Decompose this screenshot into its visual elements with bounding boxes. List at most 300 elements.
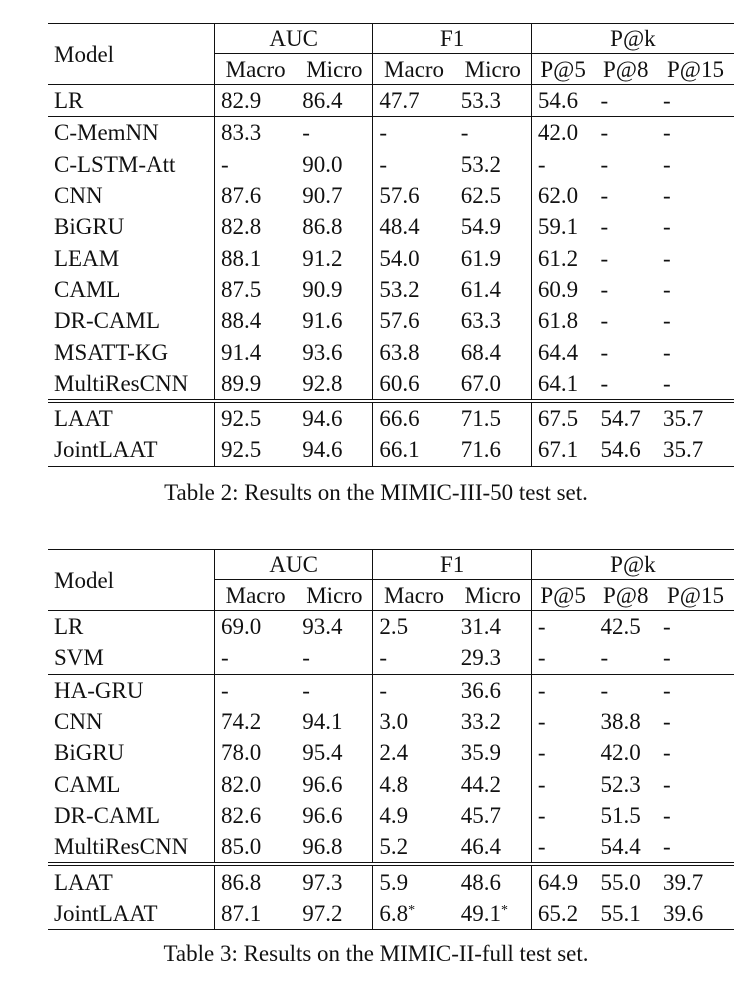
- metric-value: 95.4: [302, 740, 343, 766]
- metric-value: 53.2: [460, 151, 501, 177]
- metric-value: 68.4: [460, 339, 501, 365]
- metric-value: 82.8: [221, 214, 262, 240]
- metric-value: 89.9: [221, 370, 262, 396]
- metric-value: 94.1: [302, 709, 343, 735]
- metric-cell: [455, 434, 532, 466]
- metric-value: 54.0: [379, 245, 420, 271]
- table-row: [48, 898, 734, 930]
- table-row: [48, 180, 734, 211]
- metric-cell: [296, 242, 373, 273]
- metric-cell: [296, 211, 373, 242]
- metric-value: 90.9: [302, 276, 343, 302]
- metric-cell: [531, 85, 594, 117]
- metric-cell: [215, 674, 297, 706]
- metric-cell: [215, 864, 297, 897]
- metric-value: 48.6: [460, 869, 501, 895]
- metric-cell: [215, 768, 297, 799]
- metric-cell: [215, 211, 297, 242]
- metric-value: 4.9: [379, 802, 409, 828]
- metric-value: -: [379, 120, 388, 146]
- metric-value: 94.6: [302, 437, 343, 463]
- metric-cell: [531, 211, 594, 242]
- metric-value: 33.2: [460, 709, 501, 735]
- metric-cell: [531, 180, 594, 211]
- metric-cell: [296, 368, 373, 401]
- metric-cell: [373, 149, 455, 180]
- header-auc-micro: Micro: [296, 54, 373, 85]
- model-name-cell: LEAM: [54, 245, 120, 271]
- metric-value: 90.0: [302, 151, 343, 177]
- metric-value: 53.3: [460, 88, 501, 114]
- metric-cell: [657, 800, 734, 831]
- metric-value: -: [460, 120, 469, 146]
- metric-value: 54.4: [600, 834, 641, 860]
- metric-value: 92.5: [221, 437, 262, 463]
- metric-value: 35.7: [662, 406, 704, 432]
- model-name-cell: DR-CAML: [54, 802, 161, 828]
- metric-value: 5.9: [379, 869, 409, 895]
- metric-value: 88.4: [221, 308, 262, 334]
- metric-cell: [296, 117, 373, 149]
- metric-value: 54.6: [600, 437, 641, 463]
- metric-value: -: [662, 245, 671, 271]
- model-name-cell: BiGRU: [54, 740, 125, 766]
- model-name-cell: JointLAAT: [48, 434, 215, 466]
- metric-cell: [657, 674, 734, 706]
- metric-value: 82.9: [221, 88, 262, 114]
- header-p15: P@15: [657, 54, 734, 85]
- metric-cell: [531, 706, 594, 737]
- metric-value: -: [662, 370, 671, 396]
- metric-cell: [657, 434, 734, 466]
- model-name-cell: CAML: [54, 771, 121, 797]
- metric-value: 64.9: [537, 869, 579, 895]
- metric-value: 71.6: [460, 437, 501, 463]
- metric-cell: [455, 674, 532, 706]
- metric-value: 66.6: [379, 406, 420, 432]
- metric-value: 83.3: [221, 120, 262, 146]
- model-name-cell: LR: [54, 88, 84, 114]
- metric-value: -: [537, 645, 546, 671]
- metric-cell: [296, 642, 373, 674]
- metric-value: -: [662, 183, 671, 209]
- metric-value: 29.3: [460, 645, 501, 671]
- metric-cell: [296, 180, 373, 211]
- metric-value: 96.6: [302, 802, 343, 828]
- metric-value: -: [600, 370, 609, 396]
- table-row: [48, 117, 734, 149]
- model-name-cell: SVM: [54, 645, 104, 671]
- metric-value: 45.7: [460, 802, 501, 828]
- metric-value: -: [600, 183, 609, 209]
- metric-cell: [296, 274, 373, 305]
- metric-value: 54.9: [460, 214, 501, 240]
- metric-value: -: [600, 645, 609, 671]
- metric-value: -: [662, 614, 671, 640]
- metric-cell: [455, 305, 532, 336]
- metric-cell: [373, 305, 455, 336]
- metric-value: -: [379, 645, 388, 671]
- model-name-cell: CAML: [54, 276, 121, 302]
- metric-value: -: [662, 740, 671, 766]
- metric-cell: [594, 149, 656, 180]
- metric-cell: [373, 401, 455, 434]
- metric-cell: [657, 305, 734, 336]
- metric-cell: [373, 180, 455, 211]
- metric-value: -: [302, 677, 310, 703]
- metric-value: -: [662, 834, 671, 860]
- table-row: [48, 864, 734, 897]
- metric-value: -: [662, 151, 671, 177]
- table-caption: Table 2: Results on the MIMIC-III-50 test set.: [164, 480, 588, 505]
- metric-value: 66.1: [379, 437, 420, 463]
- metric-value: -: [662, 802, 671, 828]
- metric-cell: [373, 831, 455, 864]
- metric-value: -: [600, 214, 609, 240]
- metric-value: -: [600, 151, 609, 177]
- metric-value: 87.5: [221, 276, 262, 302]
- metric-value: 35.9: [460, 740, 501, 766]
- metric-value: 63.3: [460, 308, 501, 334]
- metric-value: -: [662, 677, 671, 703]
- metric-value: 62.5: [460, 183, 501, 209]
- metric-cell: [215, 117, 297, 149]
- metric-cell: [215, 898, 297, 930]
- metric-cell: [657, 831, 734, 864]
- metric-value: 42.5: [600, 614, 641, 640]
- metric-value: 2.4: [379, 740, 409, 766]
- table-row: [48, 768, 734, 799]
- metric-cell: [594, 85, 656, 117]
- header-auc-micro: Micro: [296, 580, 373, 611]
- metric-value: 86.4: [302, 88, 343, 114]
- metric-cell: [215, 180, 297, 211]
- metric-cell: [594, 401, 656, 434]
- metric-value: -: [600, 339, 609, 365]
- metric-value: -: [662, 214, 671, 240]
- metric-cell: [657, 706, 734, 737]
- header-f1: F1: [373, 24, 531, 54]
- metric-value: 96.8: [302, 834, 343, 860]
- header-f1-micro: Micro: [455, 580, 532, 611]
- metric-cell: [531, 898, 594, 930]
- metric-value: 69.0: [221, 614, 262, 640]
- metric-value: -: [537, 802, 546, 828]
- metric-cell: [594, 864, 656, 897]
- metric-cell: [531, 642, 594, 674]
- metric-value: 97.2: [302, 900, 343, 926]
- metric-cell: [531, 149, 594, 180]
- metric-value: 67.5: [537, 406, 579, 432]
- metric-value: 52.3: [600, 771, 641, 797]
- metric-cell: [455, 401, 532, 434]
- metric-value: 62.0: [537, 183, 579, 209]
- metric-value: 86.8: [221, 869, 262, 895]
- metric-value: 67.1: [537, 437, 579, 463]
- header-f1-macro: Macro: [373, 580, 455, 611]
- metric-value: 57.6: [379, 308, 420, 334]
- metric-cell: [373, 898, 455, 930]
- metric-value: -: [662, 88, 671, 114]
- metric-value: 59.1: [537, 214, 579, 240]
- metric-value: 54.6: [537, 88, 579, 114]
- model-name-cell: MultiResCNN: [54, 370, 189, 396]
- header-f1-macro: Macro: [373, 54, 455, 85]
- metric-value: -: [379, 677, 388, 703]
- metric-value: -: [302, 645, 310, 671]
- metric-cell: [215, 642, 297, 674]
- metric-cell: [531, 274, 594, 305]
- metric-cell: [215, 401, 297, 434]
- metric-cell: [594, 274, 656, 305]
- significance-marker: *: [500, 902, 508, 918]
- metric-cell: [531, 117, 594, 149]
- header-pk: P@k: [531, 24, 734, 54]
- model-name-cell: C-LSTM-Att: [54, 151, 176, 177]
- metric-value: 97.3: [302, 869, 343, 895]
- metric-cell: [657, 642, 734, 674]
- metric-value: 82.0: [221, 771, 262, 797]
- table-row: [48, 674, 734, 706]
- metric-cell: [455, 274, 532, 305]
- metric-cell: [657, 611, 734, 643]
- metric-cell: [657, 768, 734, 799]
- metric-value: 60.6: [379, 370, 420, 396]
- metric-cell: [455, 180, 532, 211]
- metric-cell: [594, 117, 656, 149]
- metric-value: -: [537, 771, 546, 797]
- metric-value: -: [221, 645, 229, 671]
- table-row: [48, 706, 734, 737]
- metric-cell: [296, 737, 373, 768]
- metric-value: 53.2: [379, 276, 420, 302]
- metric-value: 87.1: [221, 900, 262, 926]
- metric-cell: [531, 737, 594, 768]
- metric-value: -: [662, 120, 671, 146]
- metric-cell: [455, 800, 532, 831]
- metric-value: 61.2: [537, 245, 579, 271]
- metric-cell: [215, 434, 297, 466]
- results-table-mimic-ii-full: [48, 549, 734, 930]
- metric-cell: [531, 336, 594, 367]
- metric-value: -: [662, 276, 671, 302]
- metric-cell: [373, 85, 455, 117]
- metric-value: 60.9: [537, 276, 579, 302]
- metric-value: -: [662, 339, 671, 365]
- metric-cell: [455, 642, 532, 674]
- metric-value: 85.0: [221, 834, 262, 860]
- metric-value: 47.7: [379, 88, 420, 114]
- header-auc: AUC: [215, 24, 373, 54]
- header-f1-micro: Micro: [455, 54, 532, 85]
- metric-cell: [594, 368, 656, 401]
- model-name-cell: LAAT: [48, 864, 215, 897]
- metric-cell: [215, 305, 297, 336]
- metric-cell: [531, 434, 594, 466]
- table-caption: Table 3: Results on the MIMIC-II-full test set.: [163, 941, 589, 966]
- table-row: [48, 434, 734, 466]
- table-body: [48, 85, 734, 467]
- metric-cell: [455, 898, 532, 930]
- metric-cell: [594, 706, 656, 737]
- metric-value: 39.7: [662, 869, 704, 895]
- metric-cell: [455, 611, 532, 643]
- metric-cell: [594, 434, 656, 466]
- metric-cell: [296, 898, 373, 930]
- metric-cell: [594, 180, 656, 211]
- table-row: [48, 368, 734, 401]
- metric-cell: [373, 274, 455, 305]
- metric-cell: [594, 737, 656, 768]
- metric-cell: [531, 368, 594, 401]
- metric-cell: [215, 800, 297, 831]
- metric-cell: [215, 336, 297, 367]
- metric-cell: [594, 211, 656, 242]
- metric-cell: [455, 149, 532, 180]
- metric-cell: [657, 864, 734, 897]
- metric-cell: [594, 674, 656, 706]
- metric-value: 55.1: [600, 900, 641, 926]
- metric-cell: [657, 211, 734, 242]
- table-row: [48, 401, 734, 434]
- metric-cell: [215, 706, 297, 737]
- metric-value: 44.2: [460, 771, 501, 797]
- metric-cell: [657, 368, 734, 401]
- metric-value: 92.8: [302, 370, 343, 396]
- model-name-cell: CNN: [54, 183, 103, 209]
- metric-value: -: [537, 614, 546, 640]
- metric-cell: [657, 180, 734, 211]
- metric-cell: [296, 336, 373, 367]
- metric-cell: [373, 674, 455, 706]
- metric-value: -: [600, 120, 609, 146]
- metric-cell: [373, 800, 455, 831]
- table-row: [48, 274, 734, 305]
- metric-value: 74.2: [221, 709, 262, 735]
- metric-cell: [296, 434, 373, 466]
- metric-cell: [296, 800, 373, 831]
- metric-value: 87.6: [221, 183, 262, 209]
- metric-value: -: [600, 276, 609, 302]
- metric-value: -: [662, 308, 671, 334]
- metric-value: -: [600, 308, 609, 334]
- metric-cell: [373, 368, 455, 401]
- metric-cell: [657, 898, 734, 930]
- metric-value: 51.5: [600, 802, 641, 828]
- model-name-cell: C-MemNN: [48, 117, 215, 149]
- metric-cell: [594, 642, 656, 674]
- metric-value: 92.5: [221, 406, 262, 432]
- model-name-cell: LR: [54, 614, 84, 640]
- metric-value: -: [537, 677, 546, 703]
- metric-value: -: [600, 677, 609, 703]
- metric-cell: [594, 336, 656, 367]
- results-table-mimic-iii-50: [48, 23, 734, 467]
- model-name-cell: LAAT: [48, 401, 215, 434]
- metric-value: -: [302, 120, 310, 146]
- header-p15: P@15: [657, 580, 734, 611]
- metric-value: 54.7: [600, 406, 641, 432]
- header-p5: P@5: [531, 580, 594, 611]
- metric-value: 91.4: [221, 339, 262, 365]
- metric-cell: [531, 800, 594, 831]
- metric-value: 38.8: [600, 709, 641, 735]
- metric-value: 67.0: [460, 370, 501, 396]
- metric-value: 64.1: [537, 370, 579, 396]
- table-row: [48, 336, 734, 367]
- metric-cell: [373, 242, 455, 273]
- metric-cell: [594, 611, 656, 643]
- metric-value: 88.1: [221, 245, 262, 271]
- metric-value: 93.4: [302, 614, 343, 640]
- metric-value: 3.0: [379, 709, 409, 735]
- metric-cell: [657, 336, 734, 367]
- metric-cell: [455, 211, 532, 242]
- metric-cell: [455, 368, 532, 401]
- header-auc: AUC: [215, 550, 373, 580]
- metric-cell: [215, 85, 297, 117]
- model-name-cell: MultiResCNN: [54, 834, 189, 860]
- header-model: Model: [48, 550, 215, 611]
- metric-cell: [594, 800, 656, 831]
- metric-cell: [657, 242, 734, 273]
- metric-cell: [373, 211, 455, 242]
- metric-value: -: [379, 151, 388, 177]
- metric-cell: [531, 768, 594, 799]
- metric-cell: [296, 149, 373, 180]
- table-row: [48, 800, 734, 831]
- metric-value: 35.7: [662, 437, 704, 463]
- metric-value: 82.6: [221, 802, 262, 828]
- table-row: [48, 611, 734, 643]
- table-row: [48, 149, 734, 180]
- metric-cell: [657, 149, 734, 180]
- metric-value: -: [221, 151, 229, 177]
- metric-value: -: [537, 834, 546, 860]
- header-auc-macro: Macro: [215, 580, 297, 611]
- metric-value: 31.4: [460, 614, 501, 640]
- metric-cell: [373, 336, 455, 367]
- metric-cell: [373, 642, 455, 674]
- metric-value: 2.5: [379, 614, 409, 640]
- model-name-cell: CNN: [54, 709, 103, 735]
- table-row: [48, 831, 734, 864]
- metric-value: 48.4: [379, 214, 420, 240]
- metric-cell: [657, 737, 734, 768]
- metric-value: -: [537, 709, 546, 735]
- metric-value: 61.8: [537, 308, 579, 334]
- metric-value: 91.6: [302, 308, 343, 334]
- metric-cell: [594, 768, 656, 799]
- metric-cell: [296, 674, 373, 706]
- metric-cell: [455, 831, 532, 864]
- metric-value: 64.4: [537, 339, 579, 365]
- model-name-cell: DR-CAML: [54, 308, 161, 334]
- metric-value: 96.6: [302, 771, 343, 797]
- metric-cell: [373, 864, 455, 897]
- metric-value: 63.8: [379, 339, 420, 365]
- metric-cell: [657, 85, 734, 117]
- metric-cell: [657, 117, 734, 149]
- metric-cell: [531, 831, 594, 864]
- metric-value: -: [662, 645, 671, 671]
- metric-value: 42.0: [537, 120, 579, 146]
- metric-cell: [373, 434, 455, 466]
- metric-value: 39.6: [662, 900, 704, 926]
- table-row: [48, 642, 734, 674]
- metric-value: 46.4: [460, 834, 501, 860]
- metric-cell: [296, 611, 373, 643]
